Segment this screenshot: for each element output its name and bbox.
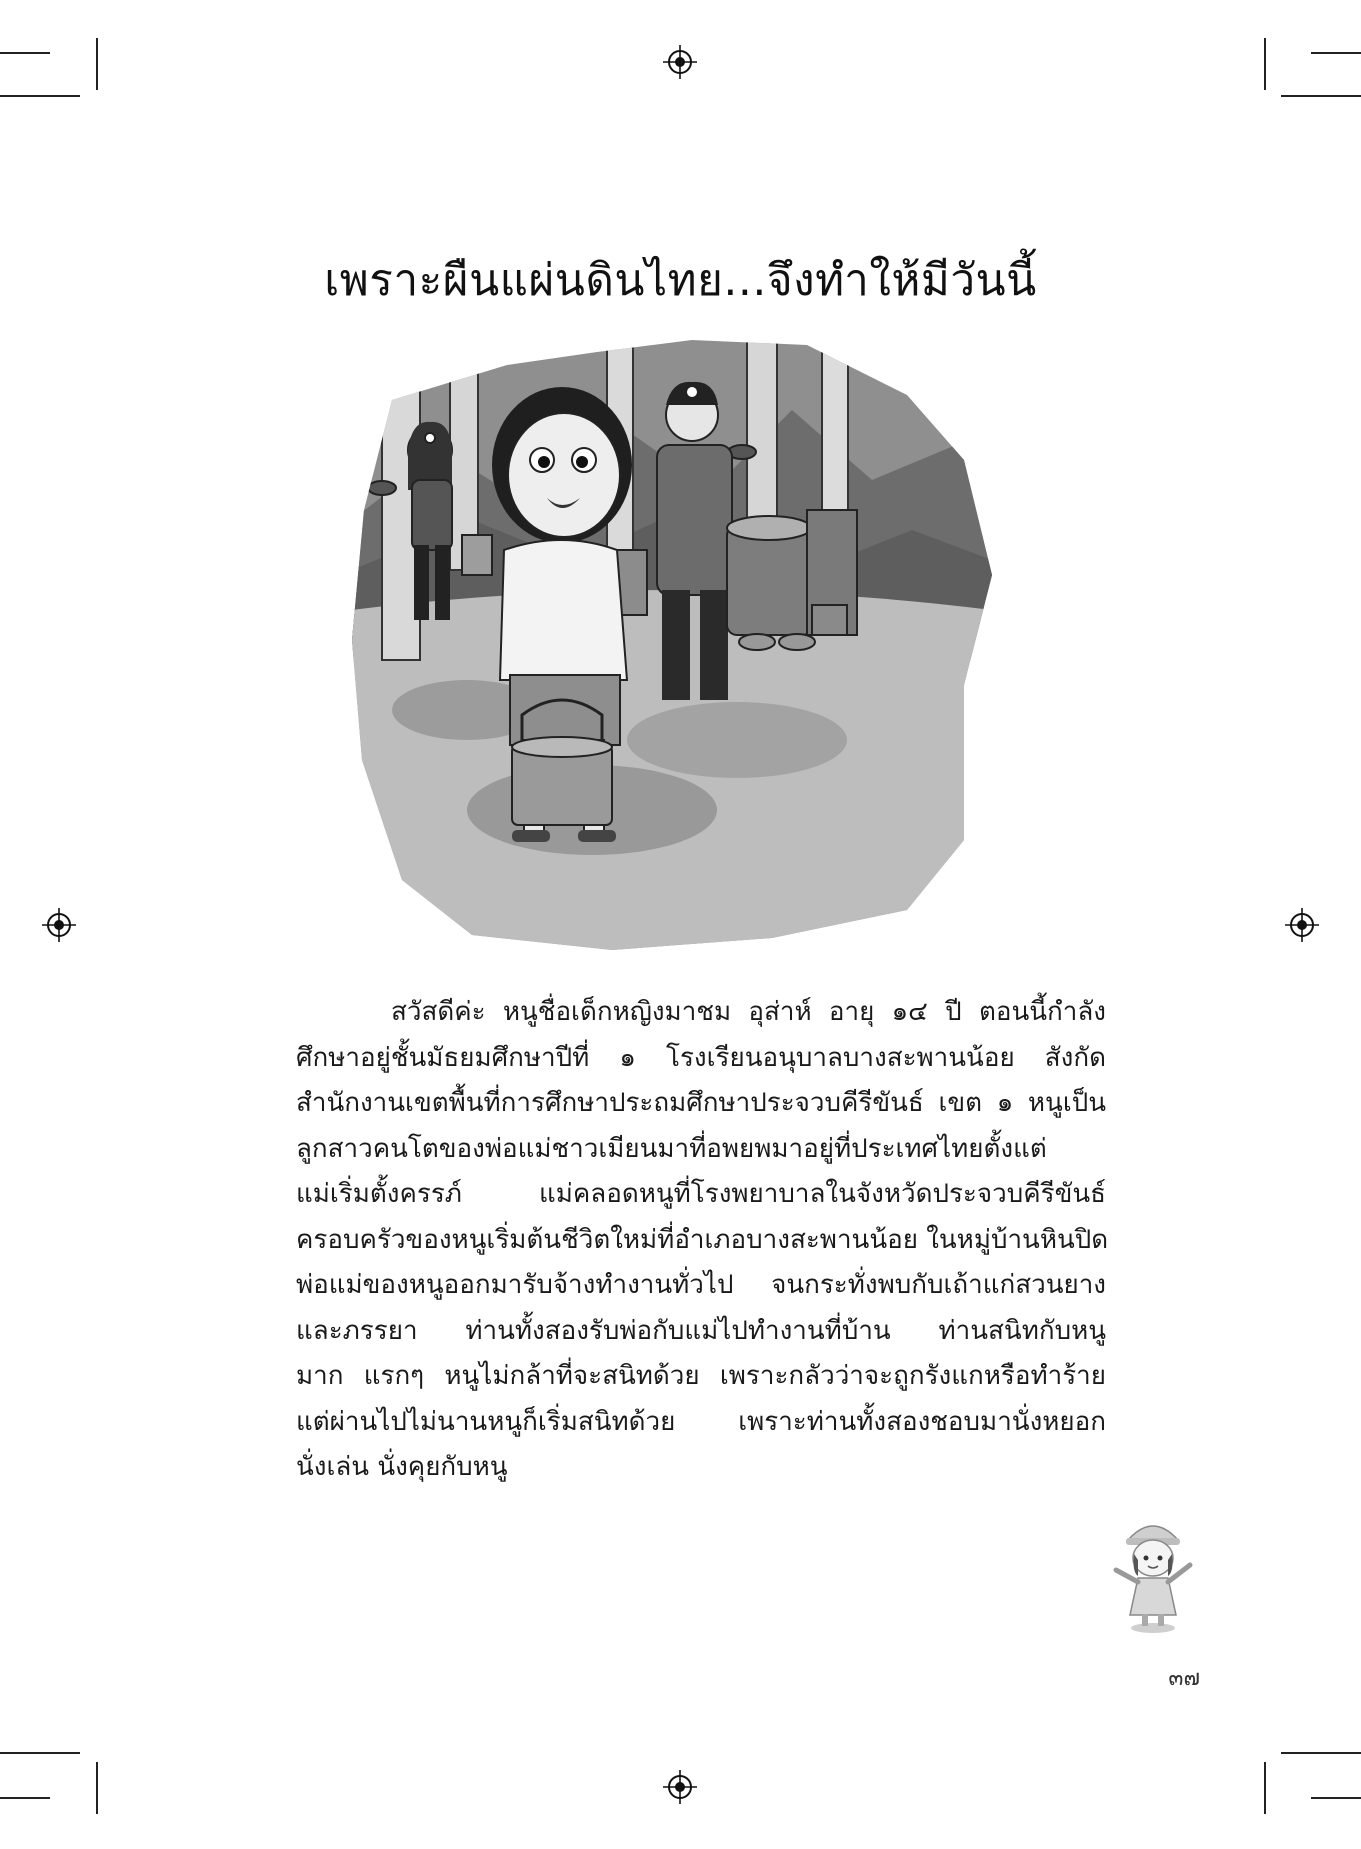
registration-mark-icon <box>1283 906 1321 944</box>
registration-mark-icon <box>661 43 699 81</box>
registration-mark-icon <box>661 1768 699 1806</box>
registration-mark-icon <box>40 906 78 944</box>
paragraph-line: แต่ผ่านไปไม่นานหนูก็เริ่มสนิทด้วย เพราะท่านทั้งสองชอบมานั่งหยอก <box>296 1406 1106 1437</box>
paragraph-line: สวัสดีค่ะ หนูชื่อเด็กหญิงมาชม อุส่าห์ อายุ ๑๔ ปี ตอนนี้กำลัง <box>391 997 1106 1027</box>
rubber-plantation-illustration <box>352 340 992 950</box>
crop-mark <box>96 1762 98 1814</box>
paragraph-line: นั่งเล่น นั่งคุยกับหนู <box>296 1452 508 1482</box>
paragraph-line: แม่เริ่มตั้งครรภ์ แม่คลอดหนูที่โรงพยาบาลในจังหวัดประจวบคีรีขันธ์ <box>296 1179 1106 1209</box>
page-title: เพราะผืนแผ่นดินไทย...จึงทำให้มีวันนี้ <box>324 255 1037 306</box>
mascot-girl-icon <box>1108 1510 1198 1635</box>
paragraph-line: ศึกษาอยู่ชั้นมัธยมศึกษาปีที่ ๑ โรงเรียนอนุบาลบางสะพานน้อย สังกัด <box>296 1042 1106 1073</box>
crop-mark <box>1311 1797 1361 1799</box>
crop-mark <box>96 38 98 90</box>
crop-mark <box>0 1752 80 1754</box>
paragraph-line: ลูกสาวคนโตของพ่อแม่ชาวเมียนมาที่อพยพมาอยู่ที่ประเทศไทยตั้งแต่ <box>296 1133 1047 1164</box>
crop-mark <box>0 52 50 54</box>
story-paragraph <box>296 990 1109 1491</box>
crop-mark <box>1264 1762 1266 1814</box>
crop-mark <box>0 1797 50 1799</box>
paragraph-line: ครอบครัวของหนูเริ่มต้นชีวิตใหม่ที่อำเภอบางสะพานน้อย ในหมู่บ้านหินปิด <box>296 1224 1109 1255</box>
paragraph-line: พ่อแม่ของหนูออกมารับจ้างทำงานทั่วไป จนกระทั่งพบกับเถ้าแก่สวนยาง <box>296 1270 1106 1300</box>
crop-mark <box>0 95 80 97</box>
paragraph-line: สำนักงานเขตพื้นที่การศึกษาประถมศึกษาประจวบคีรีขันธ์ เขต ๑ หนูเป็น <box>296 1088 1106 1118</box>
crop-mark <box>1311 52 1361 54</box>
paragraph-line: และภรรยา ท่านทั้งสองรับพ่อกับแม่ไปทำงานที่บ้าน ท่านสนิทกับหนู <box>296 1315 1106 1346</box>
crop-mark <box>1264 38 1266 90</box>
crop-mark <box>1281 1752 1361 1754</box>
crop-mark <box>1281 95 1361 97</box>
page-number: ๓๗ <box>1168 1666 1200 1691</box>
paragraph-line: มาก แรกๆ หนูไม่กล้าที่จะสนิทด้วย เพราะกลัวว่าจะถูกรังแกหรือทำร้าย <box>296 1361 1106 1391</box>
